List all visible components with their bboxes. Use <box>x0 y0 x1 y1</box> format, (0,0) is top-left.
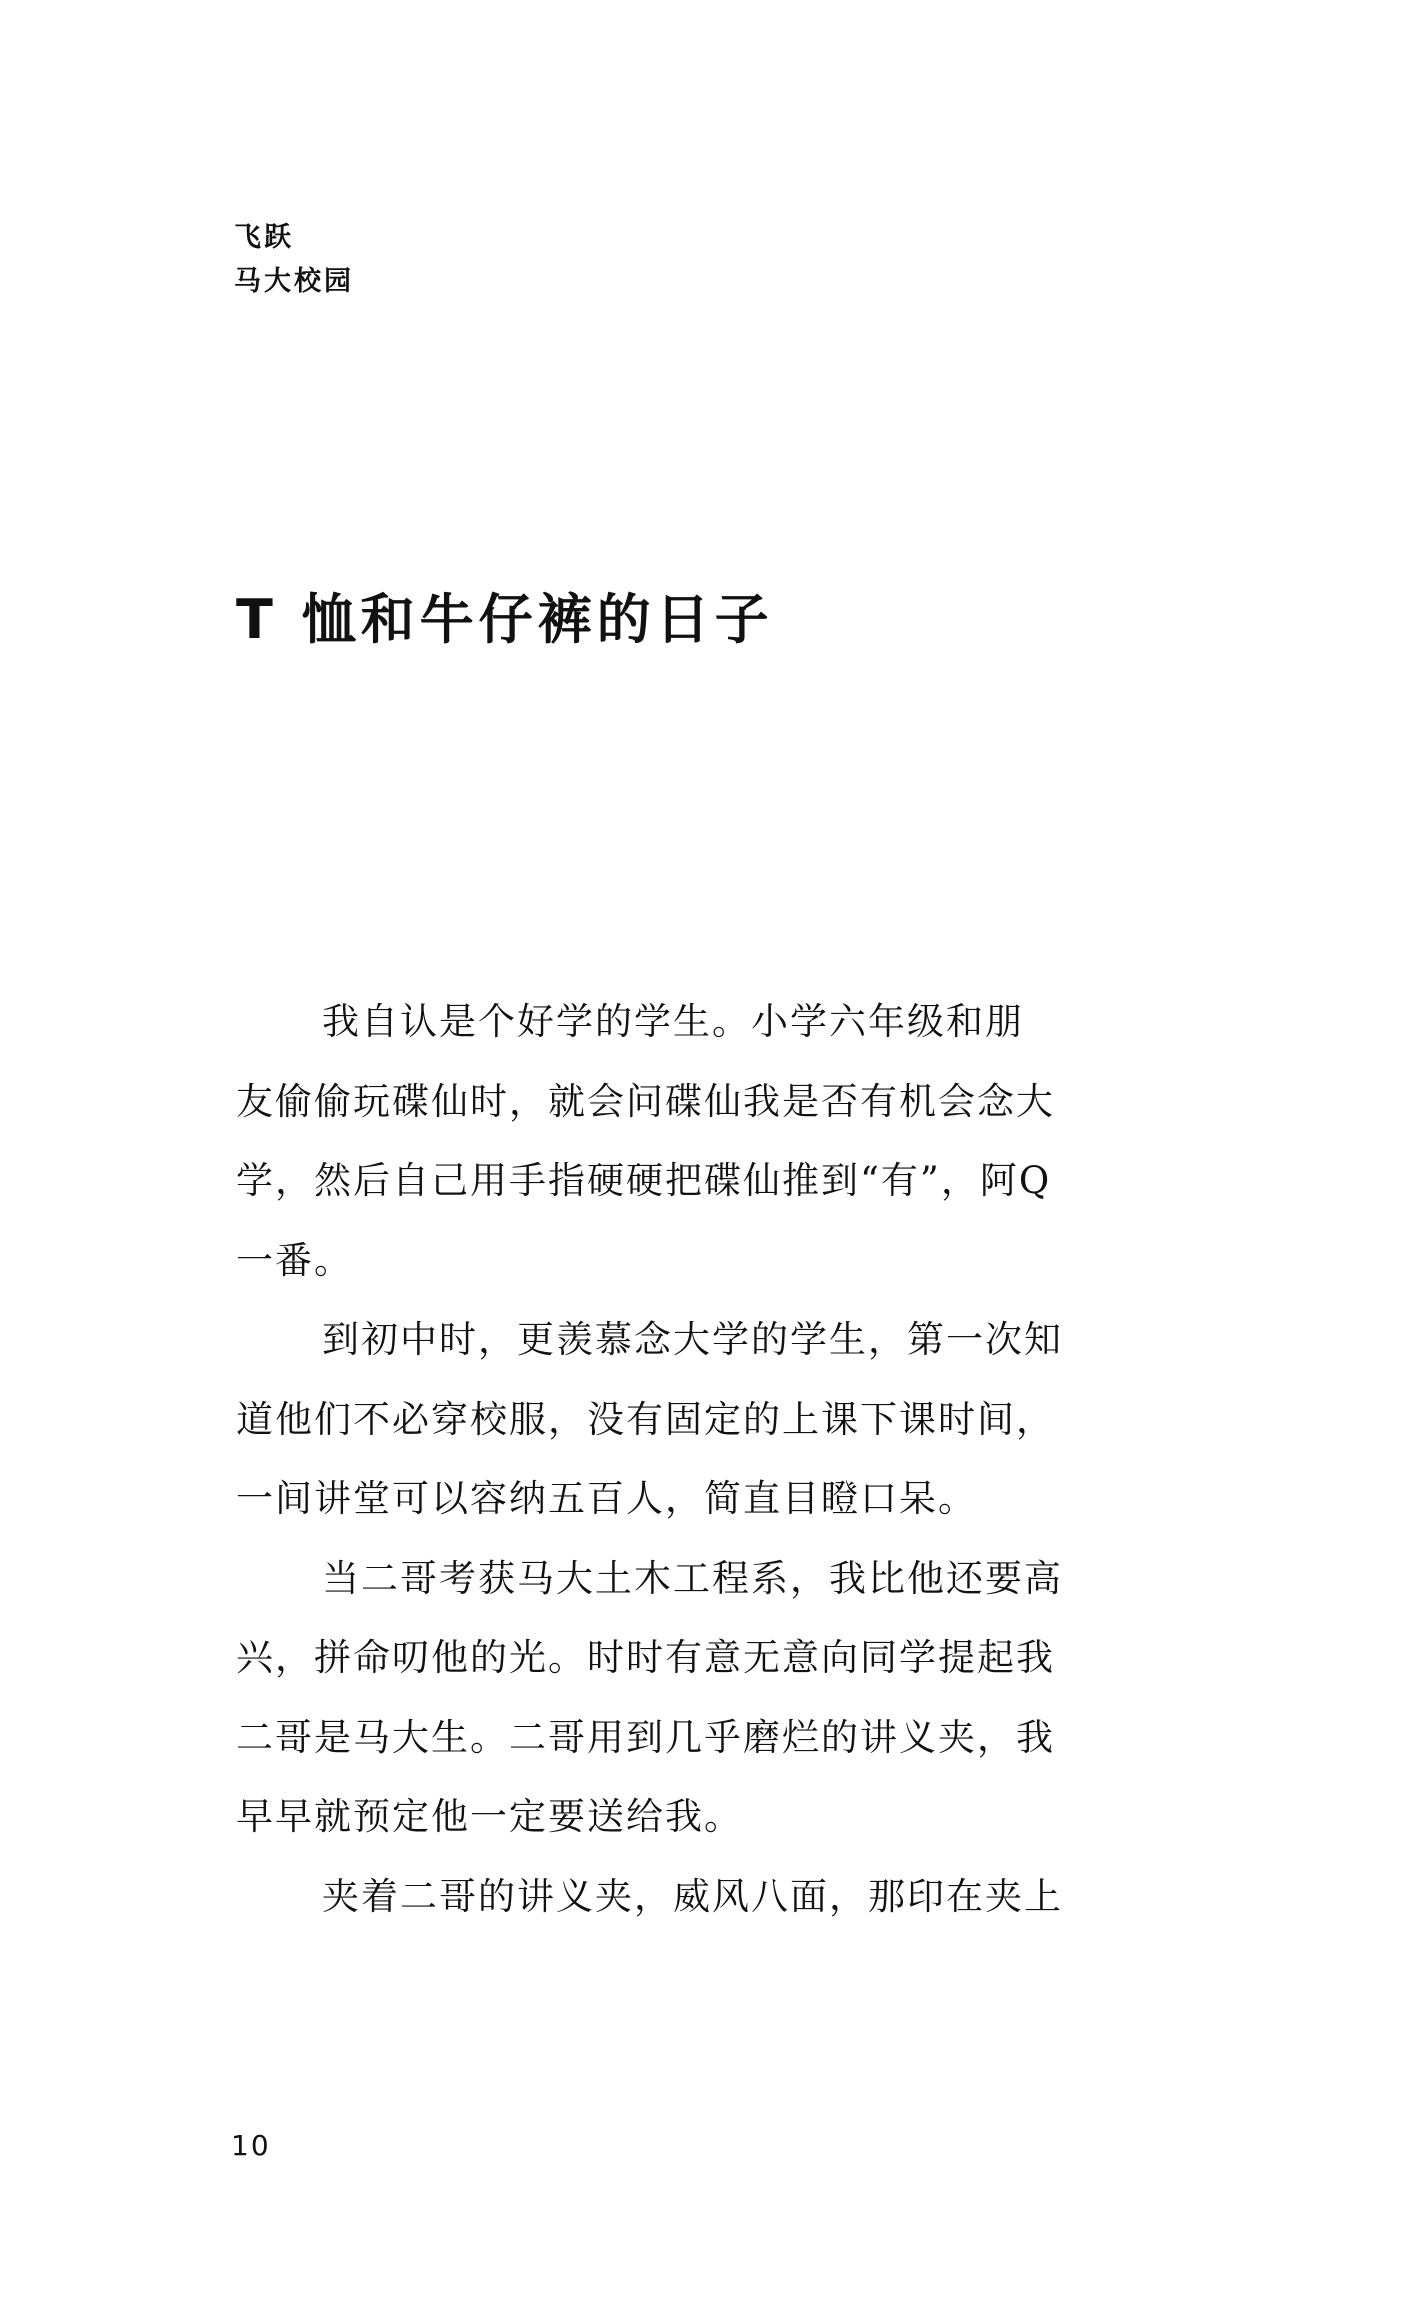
text-line: 二哥是马大生。二哥用到几乎磨烂的讲义夹，我 <box>236 1715 1055 1759</box>
paragraph-2 <box>236 1300 1136 1539</box>
text-line: 我自认是个好学的学生。小学六年级和朋 <box>322 1000 1024 1043</box>
text-line: 兴，拼命叨他的光。时时有意无意向同学提起我 <box>236 1636 1055 1679</box>
text-line: 道他们不必穿校服，没有固定的上课下课时间， <box>236 1397 1055 1441</box>
paragraph-1 <box>236 982 1136 1300</box>
running-head <box>234 216 354 304</box>
text-line: 友偷偷玩碟仙时，就会问碟仙我是否有机会念大 <box>236 1079 1055 1123</box>
text-line: 一间讲堂可以容纳五百人，简直目瞪口呆。 <box>236 1477 977 1520</box>
text-line: 当二哥考获马大土木工程系，我比他还要高 <box>322 1556 1063 1600</box>
text-line: 早早就预定他一定要送给我。 <box>236 1795 743 1838</box>
text-line: 学，然后自己用手指硬硬把碟仙推到“有”，阿Q <box>236 1159 1052 1202</box>
page-number: 10 <box>231 2129 271 2162</box>
running-head-section-title: 马大校园 <box>234 266 354 297</box>
paragraph-3 <box>236 1539 1136 1857</box>
text-line: 到初中时，更羡慕念大学的学生，第一次知 <box>322 1318 1063 1361</box>
paragraph-4 <box>236 1857 1136 1937</box>
chapter-title: T 恤和牛仔裤的日子 <box>236 588 774 651</box>
text-line: 一番。 <box>236 1238 353 1282</box>
body-text <box>236 982 1136 1936</box>
running-head-book-title: 飞跃 <box>234 222 294 253</box>
text-line: 夹着二哥的讲义夹，威风八面，那印在夹上 <box>322 1874 1063 1918</box>
